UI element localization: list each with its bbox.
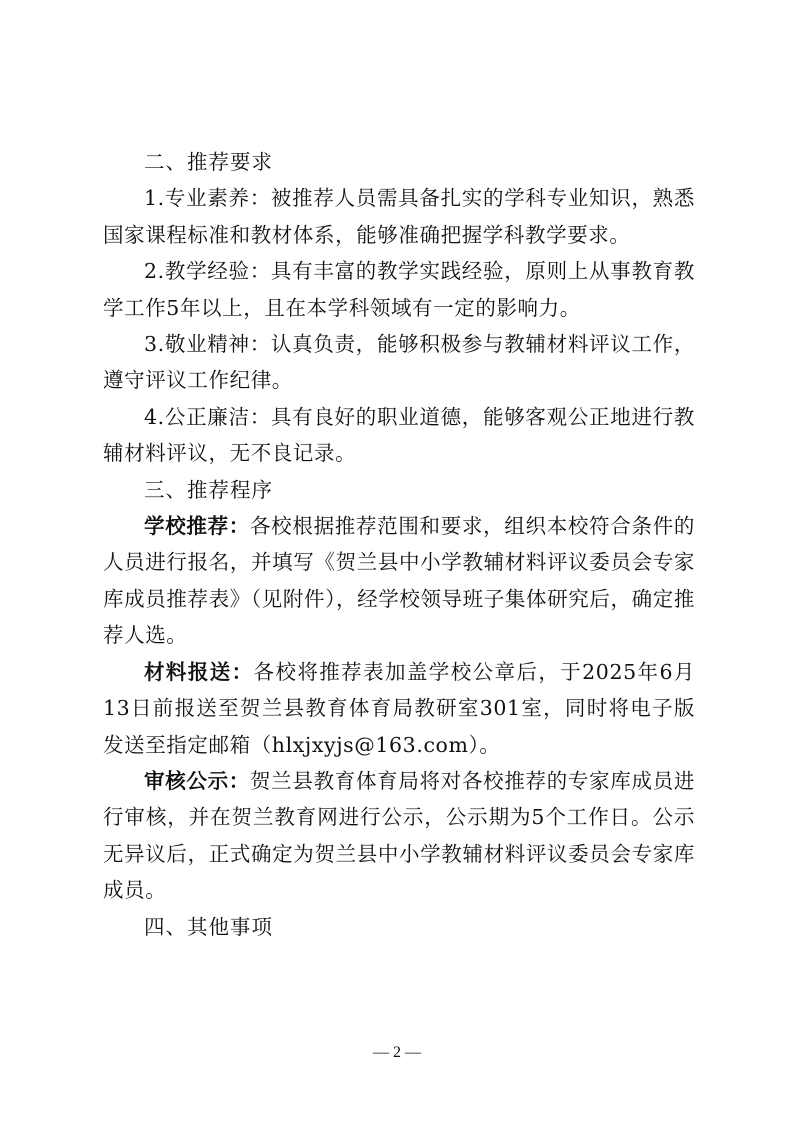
requirement-item-integrity: 4.公正廉洁：具有良好的职业道德，能够客观公正地进行教辅材料评议，无不良记录。	[103, 404, 695, 466]
procedure-item-label: 材料报送：	[144, 659, 254, 684]
procedure-item-label: 审核公示：	[144, 768, 250, 793]
requirement-item-professional: 1.专业素养：被推荐人员需具备扎实的学科专业知识，熟悉国家课程标准和教材体系，能够准确把握学科教学要求。	[103, 186, 695, 247]
section-heading-procedure: 三、推荐程序	[144, 477, 273, 502]
procedure-item-review-publicity	[103, 763, 695, 909]
section-heading-requirements: 二、推荐要求	[144, 150, 273, 174]
procedure-item-text: 各校根据推荐范围和要求，组织本校符合条件的人员进行报名，并填写《贺兰县中小学教辅材料评议委员会专家库成员推荐表》（见附件），经学校领导班子集体研究后，确定推荐人选。	[103, 514, 695, 648]
procedure-item-material-submission	[103, 654, 695, 763]
section-heading-other: 四、其他事项	[144, 914, 273, 939]
requirement-item-dedication: 3.敬业精神：认真负责，能够积极参与教辅材料评议工作，遵守评议工作纪律。	[103, 332, 695, 393]
procedure-item-text: 各校将推荐表加盖学校公章后，于2025年6月13日前报送至贺兰县教育体育局教研室301室，同时将电子版发送至指定邮箱（hlxjxyjs@163.com）。	[103, 659, 695, 757]
requirement-item-experience: 2.教学经验：具有丰富的教学实践经验，原则上从事教育教学工作5年以上，且在本学科领域有一定的影响力。	[103, 259, 695, 320]
page-number: — 2 —	[373, 1044, 421, 1061]
procedure-item-text: 贺兰县教育体育局将对各校推荐的专家库成员进行审核，并在贺兰教育网进行公示，公示期为5个工作日。公示无异议后，正式确定为贺兰县中小学教辅材料评议委员会专家库成员。	[103, 768, 695, 903]
procedure-item-school-recommend	[103, 508, 695, 654]
document-body	[103, 144, 695, 945]
procedure-item-label: 学校推荐：	[144, 514, 250, 539]
